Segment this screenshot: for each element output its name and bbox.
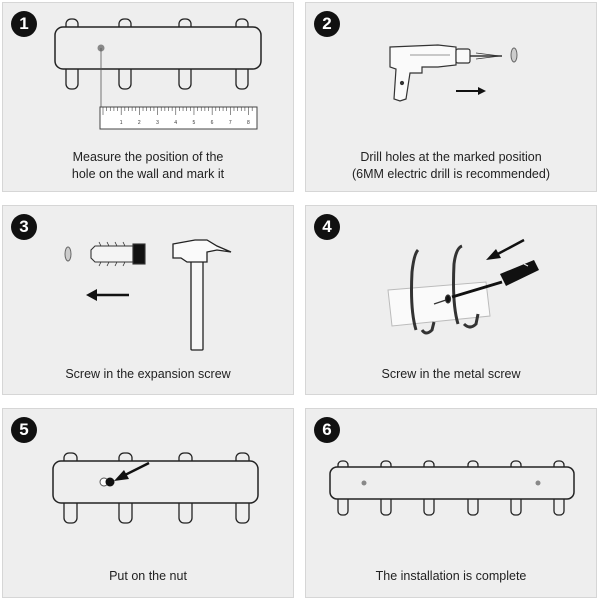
- arrow-diagonal-icon: [486, 240, 524, 260]
- ruler-label: 5: [192, 120, 196, 126]
- ruler-label: 3: [156, 120, 159, 126]
- step-5-panel: [2, 408, 294, 598]
- caption-line: (6MM electric drill is recommended): [352, 167, 550, 181]
- arrow-left-icon: [86, 289, 129, 301]
- step-6-panel: [305, 408, 597, 598]
- wall-plug-icon: [91, 242, 145, 266]
- ruler-label: 4: [174, 120, 178, 126]
- rack-board: [388, 282, 490, 326]
- step-1-number: 1: [11, 11, 37, 37]
- step-2-panel: [305, 2, 597, 192]
- step-4-caption: [306, 366, 596, 383]
- step-2-caption: [306, 149, 596, 183]
- step-1-panel: [2, 2, 294, 192]
- step-1-caption: [3, 149, 293, 183]
- ruler-label: 1: [119, 120, 123, 126]
- ruler-label: 6: [210, 120, 214, 126]
- caption-line: Screw in the expansion screw: [65, 367, 231, 381]
- hook-rack-icon: [330, 461, 574, 515]
- wall-hole-icon: [511, 48, 517, 62]
- ruler-label: 2: [137, 120, 141, 126]
- step-3-caption: [3, 366, 293, 383]
- hook-rack-icon: [53, 453, 258, 523]
- ruler-label: 8: [247, 120, 250, 126]
- wall-hole-icon: [65, 247, 71, 261]
- step-6-caption: [306, 568, 596, 585]
- step-2-number: 2: [314, 11, 340, 37]
- step-3-panel: [2, 205, 294, 395]
- step-4-panel: [305, 205, 597, 395]
- caption-line: Screw in the metal screw: [381, 367, 521, 381]
- drill-icon: [390, 45, 502, 101]
- arrow-right-icon: [456, 87, 486, 95]
- caption-line: Measure the position of the: [72, 150, 224, 164]
- nut-icon: [100, 478, 115, 487]
- step-4-number: 4: [314, 214, 340, 240]
- caption-line: Drill holes at the marked position: [360, 150, 542, 164]
- caption-line: Put on the nut: [109, 569, 187, 583]
- step-3-number: 3: [11, 214, 37, 240]
- step-5-caption: [3, 568, 293, 585]
- hook-rack-icon: [55, 19, 261, 89]
- caption-line: The installation is complete: [375, 569, 527, 583]
- step-6-number: 6: [314, 417, 340, 443]
- hammer-icon: [173, 240, 231, 350]
- caption-line: hole on the wall and mark it: [71, 167, 225, 181]
- ruler-icon: [100, 107, 257, 129]
- step-5-number: 5: [11, 417, 37, 443]
- ruler-label: 7: [228, 120, 232, 126]
